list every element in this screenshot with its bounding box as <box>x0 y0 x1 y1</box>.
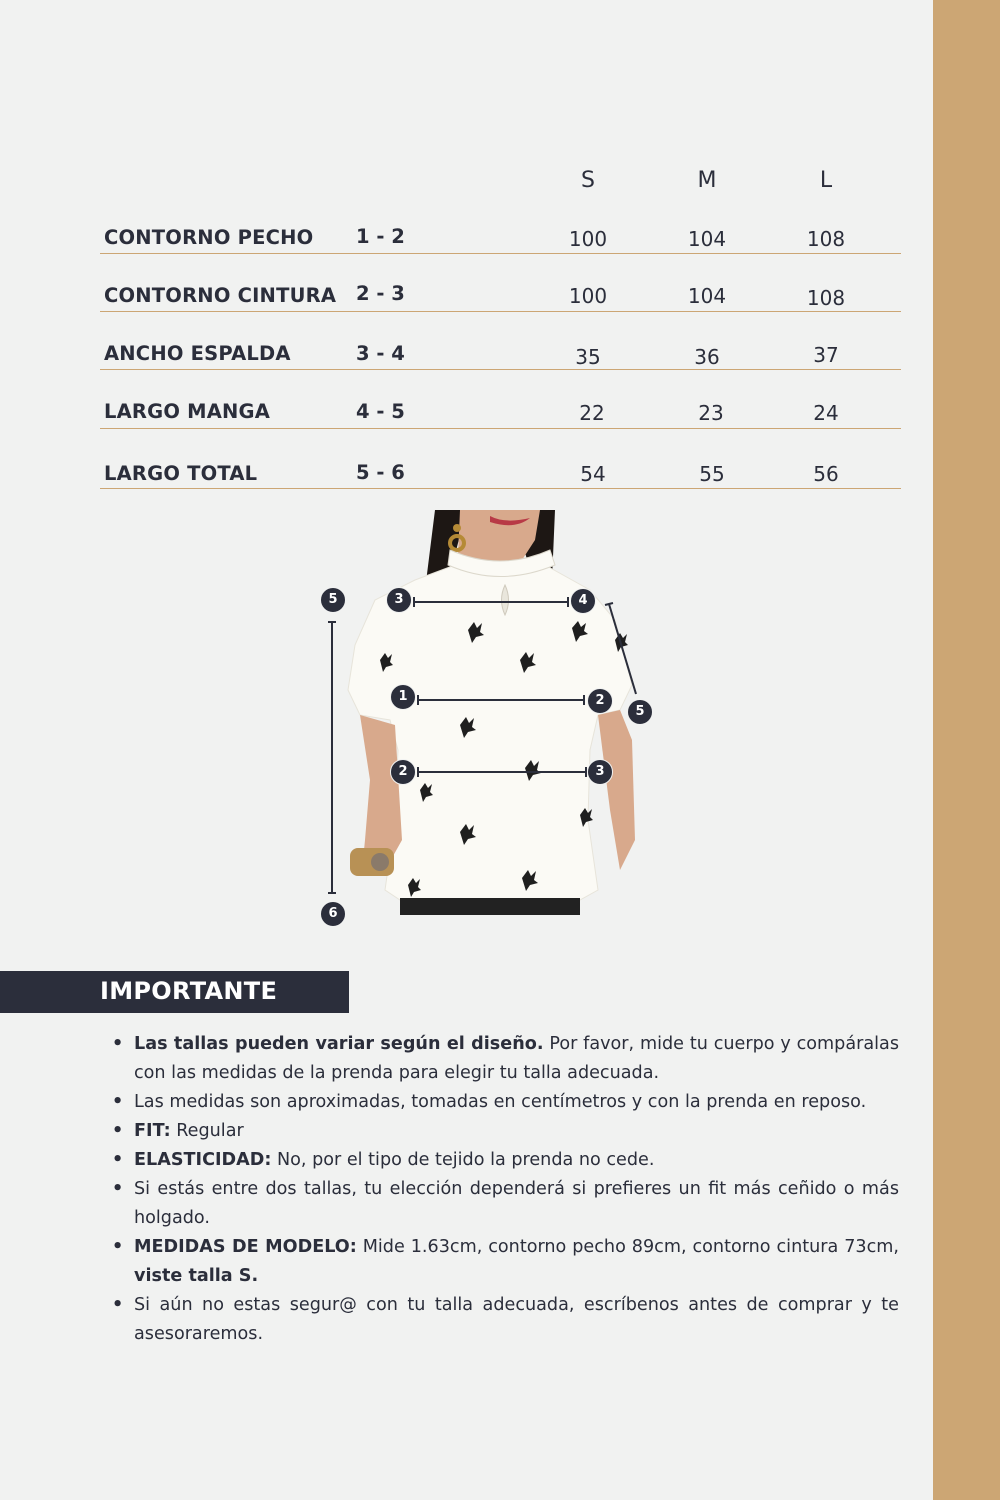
value-l: 108 <box>806 286 846 310</box>
value-l: 108 <box>806 227 846 251</box>
blouse-photo <box>340 510 635 915</box>
note-text: No, por el tipo de tejido la prenda no cede. <box>271 1150 655 1170</box>
measure-name: LARGO TOTAL <box>104 462 258 485</box>
row-divider <box>100 488 901 489</box>
measure-code: 2 - 3 <box>356 282 405 305</box>
note-bold: Las tallas pueden variar según el diseño. <box>134 1034 544 1054</box>
list-item <box>134 1233 899 1291</box>
note-text: Por favor, mide tu cuerpo y compáralas con las medidas de la prenda para elegir tu talla adecuada. <box>134 1034 899 1083</box>
note-text: Regular <box>170 1121 244 1141</box>
measure-name: CONTORNO CINTURA <box>104 284 337 307</box>
list-item <box>134 1088 899 1117</box>
note-text: Las medidas son aproximadas, tomadas en centímetros y con la prenda en reposo. <box>134 1092 867 1112</box>
value-m: 36 <box>694 345 720 369</box>
table-row <box>100 371 901 429</box>
marker-3-shoulder: 3 <box>386 587 412 613</box>
value-m: 104 <box>687 284 727 308</box>
note-text: Mide 1.63cm, contorno pecho 89cm, contorno cintura 73cm, <box>356 1237 900 1257</box>
important-banner <box>0 971 349 1013</box>
marker-4-shoulder: 4 <box>570 588 596 614</box>
side-accent-bar <box>933 0 1000 1500</box>
value-m: 55 <box>699 462 725 486</box>
size-header-m: M <box>697 168 717 193</box>
value-s: 100 <box>568 227 608 251</box>
note-bold: viste talla S. <box>134 1266 259 1286</box>
measure-code: 4 - 5 <box>356 400 405 423</box>
value-m: 23 <box>698 401 724 425</box>
value-l: 37 <box>813 343 839 367</box>
table-row <box>100 254 901 312</box>
table-row <box>100 196 901 254</box>
marker-5-top: 5 <box>320 587 346 613</box>
important-title: IMPORTANTE <box>100 977 278 1005</box>
note-text: Si aún no estas segur@ con tu talla adecuada, escríbenos antes de comprar y te asesoraremos. <box>134 1295 899 1344</box>
marker-6-bottom: 6 <box>320 901 346 927</box>
table-row <box>100 312 901 370</box>
marker-5-sleeve: 5 <box>627 699 653 725</box>
value-s: 35 <box>575 345 601 369</box>
note-bold: FIT: <box>134 1121 171 1141</box>
value-m: 104 <box>687 227 727 251</box>
measure-name: CONTORNO PECHO <box>104 226 314 249</box>
note-bold: ELASTICIDAD: <box>134 1150 272 1170</box>
row-divider <box>100 369 901 370</box>
marker-2-waist: 2 <box>390 759 416 785</box>
row-divider <box>100 428 901 429</box>
marker-2-chest: 2 <box>587 688 613 714</box>
measure-code: 3 - 4 <box>356 342 405 365</box>
measure-code: 5 - 6 <box>356 461 405 484</box>
measure-name: ANCHO ESPALDA <box>104 342 291 365</box>
list-item <box>134 1146 899 1175</box>
value-s: 100 <box>568 284 608 308</box>
value-l: 56 <box>813 462 839 486</box>
measure-name: LARGO MANGA <box>104 400 271 423</box>
marker-3-waist: 3 <box>587 759 613 785</box>
value-s: 54 <box>580 462 606 486</box>
marker-1-chest: 1 <box>390 684 416 710</box>
measure-code: 1 - 2 <box>356 225 405 248</box>
list-item <box>134 1030 899 1088</box>
value-s: 22 <box>579 401 605 425</box>
list-item <box>134 1117 899 1146</box>
value-l: 24 <box>813 401 839 425</box>
note-bold: MEDIDAS DE MODELO: <box>134 1237 357 1257</box>
table-row <box>100 431 901 489</box>
important-notes-list <box>134 1030 899 1349</box>
size-header-s: S <box>581 168 595 193</box>
size-header-l: L <box>819 168 833 193</box>
note-text: Si estás entre dos tallas, tu elección dependerá si prefieres un fit más ceñido o más holgado. <box>134 1179 899 1228</box>
list-item <box>134 1291 899 1349</box>
list-item <box>134 1175 899 1233</box>
